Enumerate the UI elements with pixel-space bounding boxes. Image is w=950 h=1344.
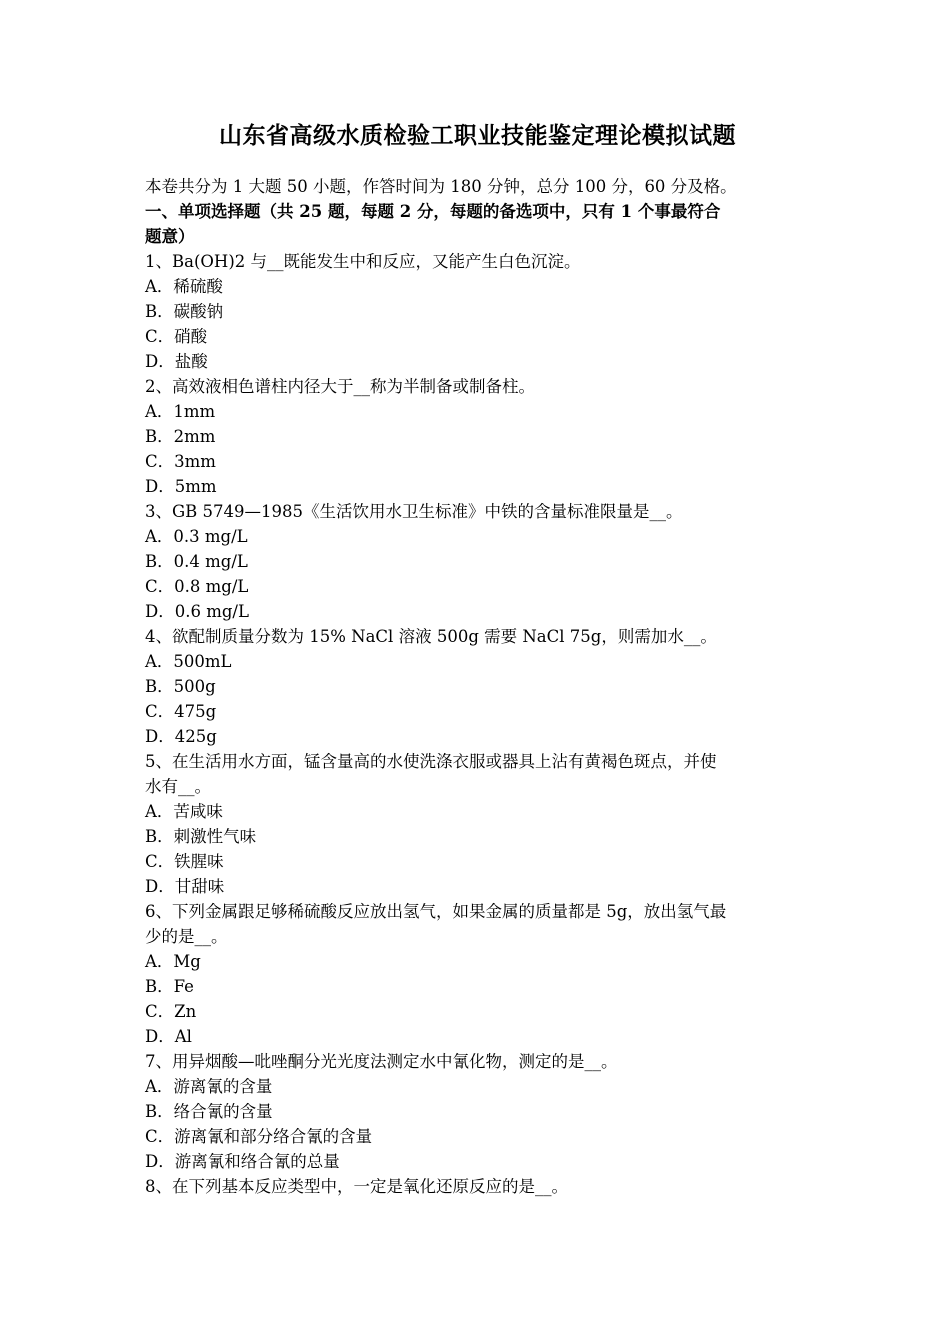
answer-option: A．1mm — [145, 402, 216, 421]
answer-option: B．500g — [145, 677, 216, 696]
question-stem: 水有__。 — [145, 777, 211, 796]
answer-option: B．络合氰的含量 — [145, 1102, 273, 1121]
question-stem: 8、在下列基本反应类型中，一定是氧化还原反应的是__。 — [145, 1177, 568, 1196]
answer-option: C．0.8 mg/L — [145, 577, 249, 596]
question-stem: 3、GB 5749—1985《生活饮用水卫生标准》中铁的含量标准限量是__。 — [145, 502, 683, 521]
answer-option: B．Fe — [145, 977, 194, 996]
answer-option: D．盐酸 — [145, 352, 208, 371]
question-item — [145, 499, 810, 624]
question-stem: 7、用异烟酸—吡唑酮分光光度法测定水中氰化物，测定的是__。 — [145, 1052, 618, 1071]
document-title: 山东省高级水质检验工职业技能鉴定理论模拟试题 — [219, 122, 736, 149]
answer-option: A．稀硫酸 — [145, 277, 223, 296]
answer-option: C．475g — [145, 702, 217, 721]
question-stem: 6、下列金属跟足够稀硫酸反应放出氢气，如果金属的质量都是 5g，放出氢气最 — [145, 902, 727, 921]
answer-option: D．甘甜味 — [145, 877, 225, 896]
answer-option: C．Zn — [145, 1002, 197, 1021]
answer-option: A．苦咸味 — [145, 802, 223, 821]
answer-option: C．硝酸 — [145, 327, 208, 346]
question-stem: 4、欲配制质量分数为 15% NaCl 溶液 500g 需要 NaCl 75g，则需加水__。 — [145, 627, 717, 646]
question-stem: 5、在生活用水方面，锰含量高的水使洗涤衣服或器具上沾有黄褐色斑点，并使 — [145, 752, 717, 771]
question-item — [145, 899, 810, 1049]
answer-option: B．2mm — [145, 427, 216, 446]
answer-option: C．铁腥味 — [145, 852, 224, 871]
answer-option: A．游离氰的含量 — [145, 1077, 273, 1096]
answer-option: B．刺激性气味 — [145, 827, 257, 846]
question-list — [145, 249, 810, 1199]
answer-option: C．3mm — [145, 452, 216, 471]
answer-option: B．碳酸钠 — [145, 302, 224, 321]
question-item — [145, 624, 810, 749]
question-stem: 1、Ba(OH)2 与__既能发生中和反应，又能产生白色沉淀。 — [145, 252, 581, 271]
document-page — [145, 118, 810, 1199]
question-item — [145, 1174, 810, 1199]
question-item — [145, 1049, 810, 1174]
answer-option: A．500mL — [145, 652, 232, 671]
answer-option: D．Al — [145, 1027, 192, 1046]
answer-option: C．游离氰和部分络合氰的含量 — [145, 1127, 373, 1146]
section-heading-line-2: 题意） — [145, 227, 195, 246]
answer-option: A．Mg — [145, 952, 201, 971]
question-stem: 少的是__。 — [145, 927, 228, 946]
answer-option: D．425g — [145, 727, 217, 746]
answer-option: D．5mm — [145, 477, 217, 496]
answer-option: D．游离氰和络合氰的总量 — [145, 1152, 340, 1171]
answer-option: A．0.3 mg/L — [145, 527, 248, 546]
question-item — [145, 749, 810, 899]
exam-intro: 本卷共分为 1 大题 50 小题，作答时间为 180 分钟，总分 100 分，60 分及格。 — [145, 177, 737, 196]
question-item — [145, 249, 810, 374]
question-stem: 2、高效液相色谱柱内径大于__称为半制备或制备柱。 — [145, 377, 535, 396]
answer-option: B．0.4 mg/L — [145, 552, 248, 571]
question-item — [145, 374, 810, 499]
section-heading-line-1: 一、单项选择题（共 25 题，每题 2 分，每题的备选项中，只有 1 个事最符合 — [145, 202, 721, 221]
answer-option: D．0.6 mg/L — [145, 602, 249, 621]
